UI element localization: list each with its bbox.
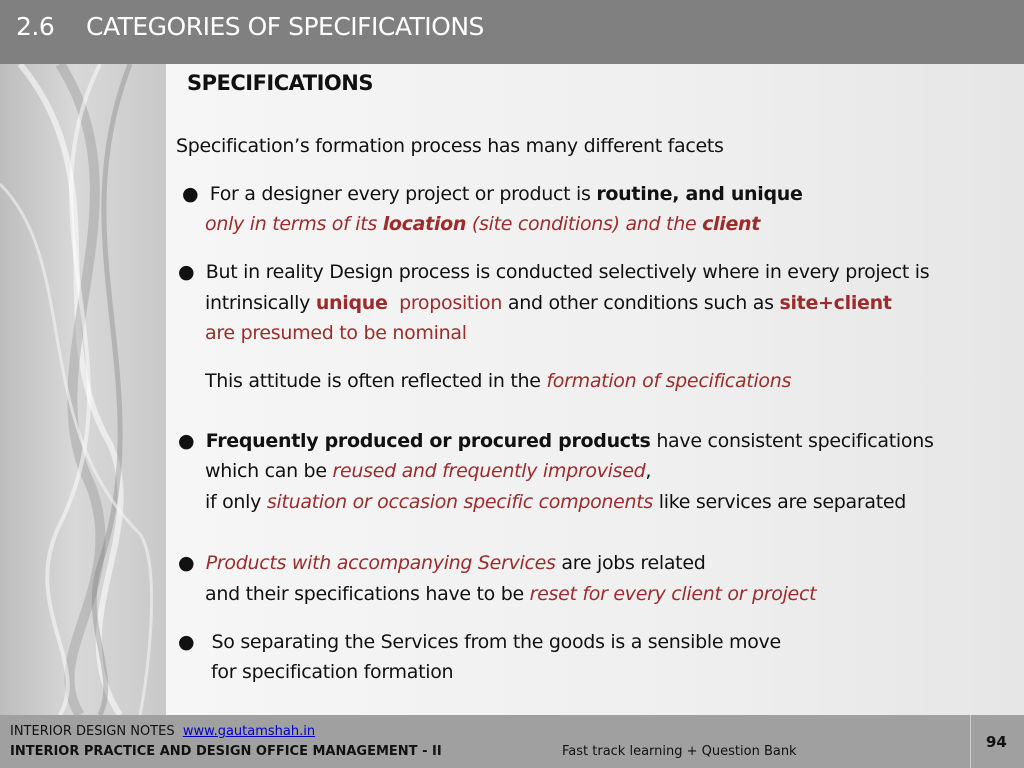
text-span: have consistent specifications (650, 430, 934, 452)
footer-divider (970, 715, 971, 768)
bullet-2-line-1 (178, 261, 929, 283)
text-span: So separating the Services from the goods is a sensible move (211, 631, 781, 653)
text-span: only in terms of its (205, 213, 383, 235)
bullet-2-line-4 (205, 370, 791, 392)
text-span: For a designer every project or product is (209, 183, 597, 205)
bullet-3-line-2 (205, 460, 651, 482)
ribbon-swirl-decoration (0, 64, 166, 715)
text-span: But in reality Design process is conducted selectively where in every project is (205, 261, 930, 283)
bullet-2-line-2 (205, 292, 892, 314)
text-span: are jobs related (555, 552, 706, 574)
text-span: location (382, 213, 467, 235)
bullet-icon: ● (178, 552, 195, 574)
text-span: client (702, 213, 761, 235)
bullet-2-line-3: are presumed to be nominal (205, 322, 467, 344)
text-span: reused and frequently improvised (332, 460, 646, 482)
text-span: unique (315, 292, 388, 314)
footer-bar (0, 715, 1024, 768)
text-span: if only (205, 491, 267, 513)
page-number: 94 (986, 733, 1007, 751)
slide-title (16, 12, 484, 41)
bullet-1-line-1 (182, 183, 803, 205)
text-span: , (645, 460, 652, 482)
section-title: CATEGORIES OF SPECIFICATIONS (86, 12, 484, 41)
slide-heading: SPECIFICATIONS (187, 71, 373, 95)
footer-tagline: Fast track learning + Question Bank (562, 744, 797, 759)
bullet-4-line-2 (205, 583, 816, 605)
bullet-4-line-1 (178, 552, 705, 574)
footer-notes-label: INTERIOR DESIGN NOTES (10, 724, 175, 739)
text-span: Products with accompanying Services (205, 552, 556, 574)
bullet-1-line-2 (205, 213, 760, 235)
bullet-3-line-3 (205, 491, 906, 513)
section-number: 2.6 (16, 12, 55, 41)
text-span: situation or occasion specific components (266, 491, 654, 513)
text-span: formation of specifications (546, 370, 792, 392)
bullet-icon: ● (182, 183, 199, 205)
text-span: This attitude is often reflected in the (205, 370, 547, 392)
text-span: and their specifications have to be (205, 583, 530, 605)
text-span: proposition (399, 292, 503, 314)
intro-text: Specification’s formation process has many different facets (176, 135, 724, 157)
text-span: and other conditions such as (502, 292, 780, 314)
bullet-5-line-2: for specification formation (211, 661, 454, 683)
bullet-icon: ● (178, 430, 195, 452)
text-span: intrinsically (205, 292, 316, 314)
decorative-side-panel (0, 64, 166, 715)
bullet-icon: ● (178, 261, 195, 283)
text-span: Frequently produced or procured products (205, 430, 651, 452)
footer-notes (10, 724, 315, 739)
bullet-icon: ● (178, 631, 195, 653)
footer-course: INTERIOR PRACTICE AND DESIGN OFFICE MANAGEMENT - II (10, 744, 442, 759)
text-span: site+client (779, 292, 892, 314)
text-span: reset for every client or project (529, 583, 817, 605)
text-span: like services are separated (653, 491, 906, 513)
bullet-5-line-1 (178, 631, 781, 653)
text-span: (site conditions) and the (466, 213, 703, 235)
bullet-3-line-1 (178, 430, 934, 452)
website-link[interactable]: www.gautamshah.in (182, 724, 316, 739)
text-span: which can be (205, 460, 333, 482)
text-span: routine, and unique (596, 183, 803, 205)
